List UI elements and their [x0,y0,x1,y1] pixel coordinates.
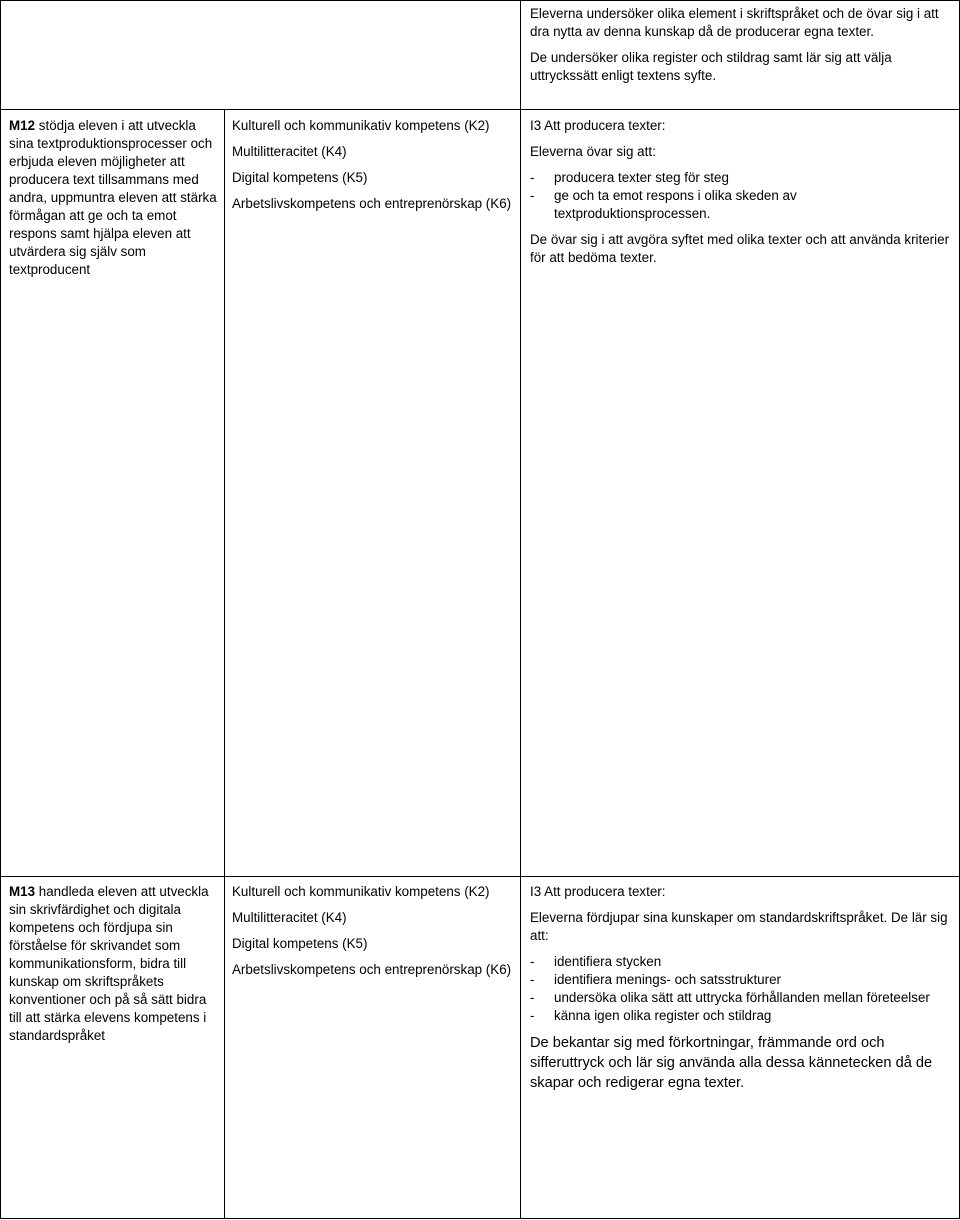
competence-k4: Multilitteracitet (K4) [232,910,347,925]
competence-k2: Kulturell och kommunikativ kompetens (K2) [232,884,490,899]
list-item: - identifiera menings- och satsstrukturer [530,972,781,987]
list-item: - identifiera stycken [530,954,662,969]
top-paragraph-2: De undersöker olika register och stildrag samt lär sig att välja uttryckssätt enligt textens syfte. [530,50,892,83]
content-bullet-list [530,169,955,223]
column-divider-1 [224,109,225,1219]
competence-k5: Digital kompetens (K5) [232,170,368,185]
content-intro: Eleverna fördjupar sina kunskaper om standardskriftspråket. De lär sig att: [530,910,948,943]
competence-k2: Kulturell och kommunikativ kompetens (K2) [232,118,490,133]
goal-code: M12 [9,118,36,133]
top-paragraph-1: Eleverna undersöker olika element i skriftspråket och de övar sig i att dra nytta av denna kunskap då de producerar egna texter. [530,6,939,39]
bullet-dash: - [530,954,535,969]
bullet-dash: - [530,990,535,1005]
goal-code: M13 [9,884,36,899]
competence-k6: Arbetslivskompetens och entreprenörskap (K6) [232,196,512,211]
content-intro: Eleverna övar sig att: [530,144,656,159]
competence-k6: Arbetslivskompetens och entreprenörskap (K6) [232,962,512,977]
bullet-dash: - [530,972,535,987]
row-divider-top [0,109,960,110]
bullet-dash: - [530,170,535,185]
goal-text: stödja eleven i att utveckla sina textproduktionsprocesser och erbjuda eleven möjligheter att producera text tillsammans med andra, uppmuntra eleven att stärka förmågan att ge och ta emot respons samt hjälpa eleven att utvärdera sig själv som textproducent [9,118,217,277]
column-divider-2 [520,0,521,1219]
list-item: - producera texter steg för steg [530,170,729,185]
content-bullet-list [530,953,955,1025]
top-continuation-cell [530,5,950,93]
goal-cell-m13 [9,883,217,1045]
goal-text: handleda eleven att utveckla sin skrivfärdighet och digitala kompetens och fördjupa sin förståelse för skrivandet som kommunikationsform, bidra till kunskap om skriftspråkets konventioner och på så sätt bidra till att stärka elevens kompetens i standardspråket [9,884,209,1043]
row-divider-middle [0,876,960,877]
list-item: - känna igen olika register och stildrag [530,1008,772,1023]
competence-cell-m12 [232,117,517,221]
content-area-title: I3 Att producera texter: [530,118,666,133]
list-item: - undersöka olika sätt att uttrycka förhållanden mellan företeelser [530,990,930,1005]
content-area-title: I3 Att producera texter: [530,884,666,899]
competence-k4: Multilitteracitet (K4) [232,144,347,159]
goal-cell-m12 [9,117,217,279]
content-closing: De övar sig i att avgöra syftet med olika texter och att använda kriterier för att bedöma texter. [530,232,950,265]
content-cell-m13 [530,883,955,1101]
competence-cell-m13 [232,883,517,987]
bullet-dash: - [530,188,535,203]
content-closing: De bekantar sig med förkortningar, främmande ord och sifferuttryck och lär sig använda alla dessa kännetecken då de skapar och redigerar egna texter. [530,1035,933,1091]
competence-k5: Digital kompetens (K5) [232,936,368,951]
bullet-dash: - [530,1008,535,1023]
list-item: - ge och ta emot respons i olika skeden av textproduktionsprocessen. [530,188,797,221]
content-cell-m12 [530,117,955,275]
